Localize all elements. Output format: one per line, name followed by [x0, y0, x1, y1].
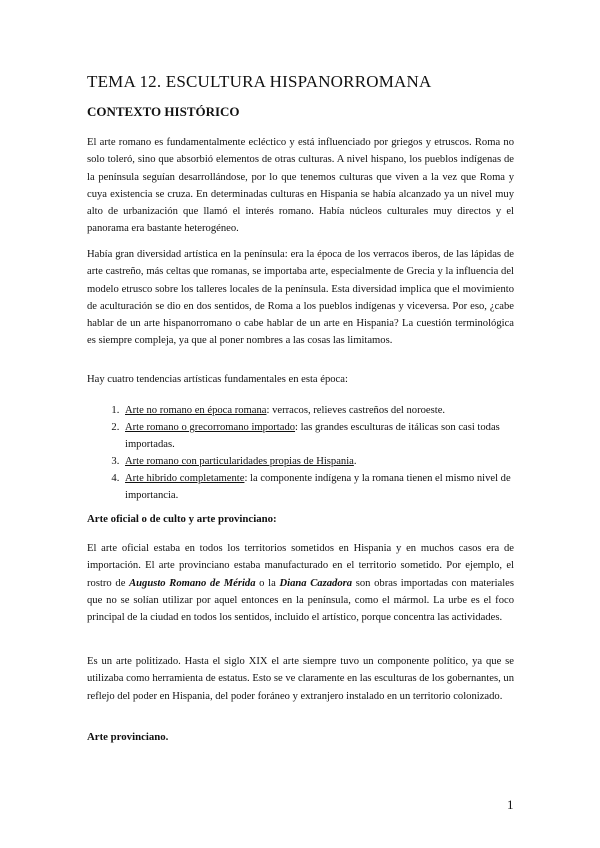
list-item-term: Arte romano con particularidades propias de Hispania [125, 456, 354, 467]
paragraph-tendencias: Hay cuatro tendencias artísticas fundamentales en esta época: [87, 374, 348, 385]
list-item-text: : las grandes esculturas de itálicas son casi todas importadas. [125, 422, 500, 450]
tendencies-list [87, 402, 514, 504]
text-run: son obras importadas con materiales que no se solían utilizar por aquel entonces en la península, como el mármol. La urbe es el foco principal de la ciudad en todos los sentidos, incluido el artístico, porque concentra las actividades. [87, 577, 514, 624]
paragraph-diversidad: Había gran diversidad artística en la península: era la época de los verracos iberos, de las lápidas de arte castreño, más celtas que romanas, se importaba arte, especialmente de Grecia y la influencia del modelo etrusco sobre los talleres locales de la península. Esta diversidad implica que el movimiento de aculturación se dio en dos sentidos, de Roma a los pueblos indígenas y viceversa. Por eso, ¿cabe hablar de un arte hispanorromano o cabe hablar de un arte en Hispania? La cuestión terminológica es siempre compleja, ya que al poner nombres a las cosas las limitamos. [87, 249, 514, 347]
paragraph-arte-oficial [87, 540, 514, 626]
list-item-text: : verracos, relieves castreños del noroeste. [266, 405, 446, 416]
section-heading-contexto: CONTEXTO HISTÓRICO [87, 104, 240, 119]
text-run: El arte oficial estaba en todos los territorios sometidos en Hispania y en muchos casos era de importación. El arte provinciano estaba manufacturado en el territorio sometido. Por ejemplo, el rostro de [87, 543, 514, 589]
list-item-term: Arte romano o grecorromano importado [125, 422, 296, 433]
page-number: 1 [507, 797, 514, 812]
list-item-text: . [353, 456, 357, 467]
list-item [122, 453, 514, 470]
list-item [122, 419, 514, 453]
list-item [122, 402, 514, 419]
text-run: o la [255, 577, 280, 589]
list-item-term: Arte hibrido completamente [125, 473, 245, 484]
artwork-title-diana: Diana Cazadora [279, 577, 353, 589]
paragraph-politizado: Es un arte politizado. Hasta el siglo XIX el arte siempre tuvo un componente político, ya que se utilizaba como herramienta de estatus. Esto se ve claramente en las esculturas de los gobernantes, un reflejo del poder en Hispania, del poder foráneo y extranjero instalado en un territorio colonizado. [87, 656, 514, 702]
document-title: TEMA 12. ESCULTURA HISPANORROMANA [87, 72, 432, 91]
list-item [122, 470, 514, 504]
subheading-arte-provinciano: Arte provinciano. [87, 731, 169, 743]
list-item-text: : la componente indígena y la romana tienen el mismo nivel de importancia. [125, 473, 511, 501]
list-item-term: Arte no romano en época romana [125, 405, 267, 416]
artwork-title-augusto: Augusto Romano de Mérida [129, 577, 256, 589]
subheading-arte-oficial: Arte oficial o de culto y arte provinciano: [87, 513, 277, 525]
paragraph-intro: El arte romano es fundamentalmente ecléctico y está influenciado por griegos y etruscos. Roma no solo toleró, sino que absorbió elementos de otras culturas. A nivel hispano, los pueblos indígenas de la península seguían desarrollándose, por lo que tenemos culturas que viven a la vez que Roma y cuya existencia se cruza. En determinadas culturas en Hispania se había alcanzado ya un nivel muy alto de urbanización que llamó el interés romano. Había núcleos culturales muy directos y el panorama era bastante heterogéneo. [87, 137, 514, 235]
